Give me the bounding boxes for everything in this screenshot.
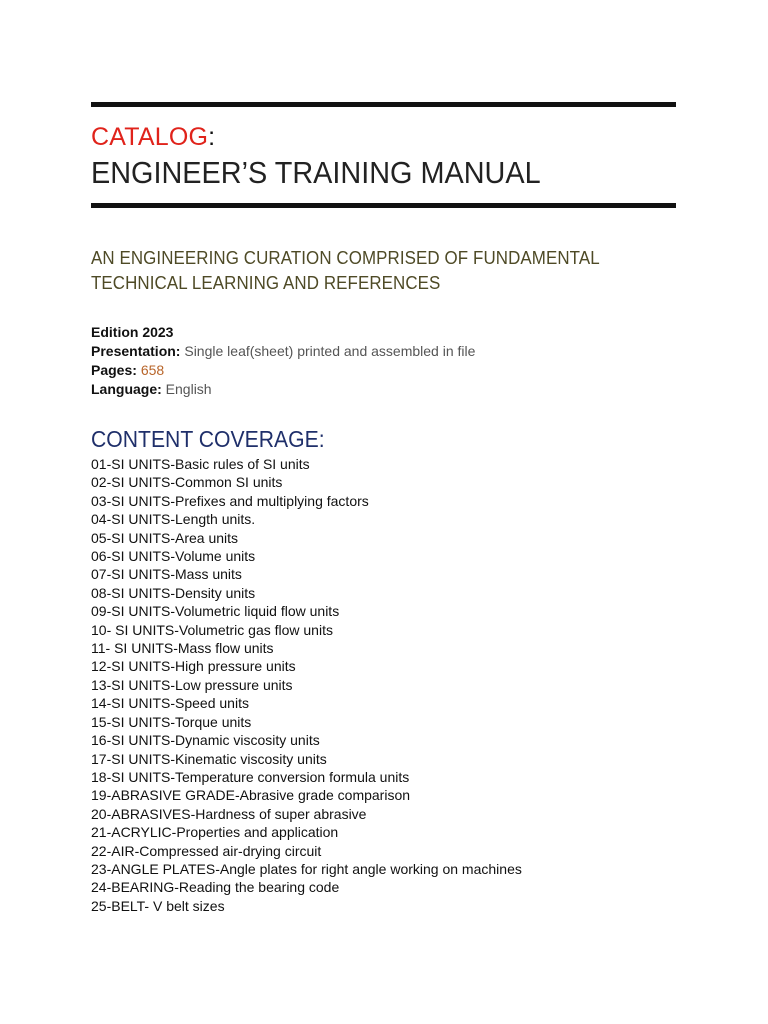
- meta-block: [91, 323, 475, 399]
- list-item: 06-SI UNITS-Volume units: [91, 548, 256, 565]
- page-title: ENGINEER’S TRAINING MANUAL: [91, 155, 541, 190]
- catalog-colon: :: [208, 123, 216, 151]
- list-item: 18-SI UNITS-Temperature conversion formula units: [91, 768, 410, 785]
- list-item: 03-SI UNITS-Prefixes and multiplying factors: [91, 492, 369, 509]
- list-item: 13-SI UNITS-Low pressure units: [91, 676, 293, 693]
- list-item: 16-SI UNITS-Dynamic viscosity units: [91, 732, 320, 749]
- list-item: 07-SI UNITS-Mass units: [91, 566, 242, 583]
- catalog-heading: [91, 122, 215, 152]
- list-item: 11- SI UNITS-Mass flow units: [91, 640, 274, 657]
- list-item: 17-SI UNITS-Kinematic viscosity units: [91, 750, 327, 767]
- catalog-label: CATALOG: [91, 123, 209, 151]
- meta-presentation: [91, 342, 475, 361]
- list-item: 04-SI UNITS-Length units.: [91, 511, 256, 528]
- list-item: 05-SI UNITS-Area units: [91, 529, 239, 546]
- presentation-label: Presentation:: [91, 343, 181, 359]
- pages-value: 658: [140, 362, 165, 378]
- list-item: 02-SI UNITS-Common SI units: [91, 474, 283, 491]
- list-item: 24-BEARING-Reading the bearing code: [91, 879, 340, 896]
- list-item: 14-SI UNITS-Speed units: [91, 695, 249, 712]
- list-item: 19-ABRASIVE GRADE-Abrasive grade comparison: [91, 787, 411, 804]
- list-item: 10- SI UNITS-Volumetric gas flow units: [91, 621, 333, 638]
- list-item: 25-BELT- V belt sizes: [91, 897, 225, 914]
- list-item: 08-SI UNITS-Density units: [91, 584, 256, 601]
- content-coverage-heading: CONTENT COVERAGE:: [91, 426, 325, 452]
- top-divider: [91, 102, 676, 107]
- list-item: 22-AIR-Compressed air-drying circuit: [91, 842, 322, 859]
- subtitle-line-1: AN ENGINEERING CURATION COMPRISED OF FUNDAMENTAL: [91, 248, 600, 268]
- list-item: 21-ACRYLIC-Properties and application: [91, 824, 339, 841]
- language-label: Language:: [91, 381, 162, 397]
- subtitle-line-2: TECHNICAL LEARNING AND REFERENCES: [91, 273, 441, 293]
- list-item: 15-SI UNITS-Torque units: [91, 713, 252, 730]
- list-item: 09-SI UNITS-Volumetric liquid flow units: [91, 603, 340, 620]
- bottom-divider: [91, 203, 676, 208]
- content-coverage-list: [91, 455, 522, 915]
- list-item: 01-SI UNITS-Basic rules of SI units: [91, 456, 310, 472]
- subtitle: [91, 246, 691, 296]
- meta-pages: [91, 361, 475, 380]
- presentation-value: Single leaf(sheet) printed and assembled in file: [184, 343, 476, 359]
- language-value: English: [165, 381, 212, 397]
- list-item: 23-ANGLE PLATES-Angle plates for right angle working on machines: [91, 860, 522, 877]
- edition-text: Edition 2023: [91, 324, 174, 340]
- list-item: 12-SI UNITS-High pressure units: [91, 658, 296, 675]
- pages-label: Pages:: [91, 362, 137, 378]
- meta-language: [91, 380, 475, 399]
- list-item: 20-ABRASIVES-Hardness of super abrasive: [91, 805, 367, 822]
- meta-edition: [91, 323, 475, 342]
